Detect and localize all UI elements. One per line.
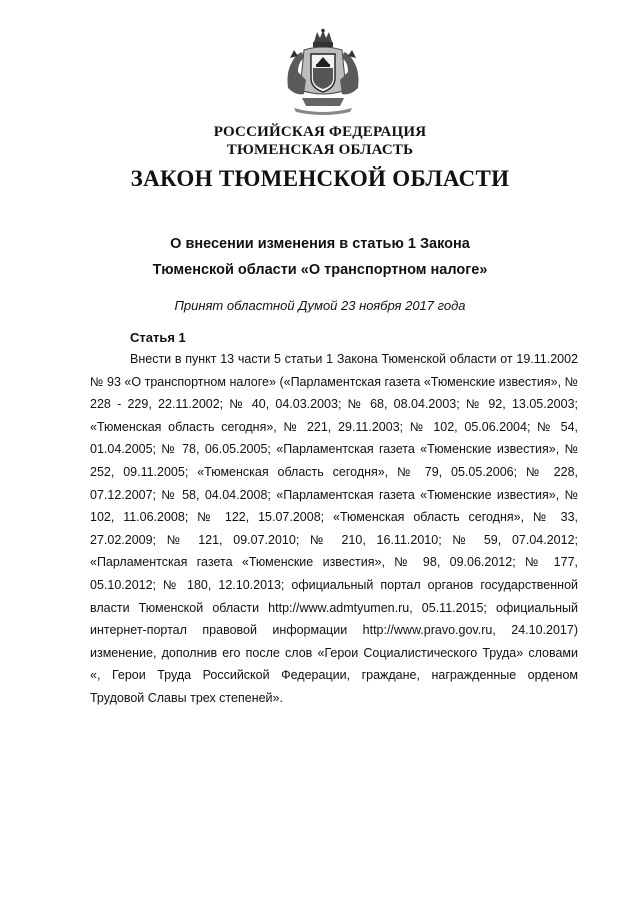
- document-type-heading: ЗАКОН ТЮМЕНСКОЙ ОБЛАСТИ: [130, 166, 510, 191]
- law-title-line-2: Тюменской области «О транспортном налоге»: [152, 262, 488, 278]
- coat-of-arms-icon: [284, 28, 362, 116]
- adoption-note: Принят областной Думой 23 ноября 2017 года: [174, 298, 466, 313]
- article-body: Внести в пункт 13 части 5 статьи 1 Закона Тюменской области от 19.11.2002 № 93 «О транспортном налоге» («Парламентская газета «Тюменские известия», № 228 - 229, 22.11.2002; № 40, 04.03.2003; № 68, 08.04.2003; № 92, 13.05.2003; «Тюменская область сегодня», № 221, 29.11.2003; № 102, 05.06.2004; № 54, 01.04.2005; № 78, 06.05.2005; «Парламентская газета «Тюменские известия», № 252, 09.11.2005; «Тюменская область сегодня», № 79, 05.05.2006; № 228, 07.12.2007; № 58, 04.04.2008; «Парламентская газета «Тюменские известия», № 102, 11.06.2008; № 122, 15.07.2008; «Тюменская область сегодня», № 33, 27.02.2009; № 121, 09.07.2010; № 210, 16.11.2010; № 59, 07.04.2012; «Парламентская газета «Тюменские известия», № 98, 09.06.2012; № 177, 05.10.2012; № 180, 12.10.2013; официальный портал органов государственной власти Тюменской области http://www.admtyumen.ru, 05.11.2015; официальный интернет-портал правовой информации http://www.pravo.gov.ru, 24.10.2017) изменение, дополнив его после слов «Герои Социалистического Труда» словами «, Герои Труда Российской Федерации, граждане, награжденные орденом Трудовой Славы трех степеней».: [90, 352, 578, 705]
- law-title-line-1: О внесении изменения в статью 1 Закона: [170, 236, 470, 252]
- header-federation: РОССИЙСКАЯ ФЕДЕРАЦИЯ: [213, 124, 427, 140]
- header-region: ТЮМЕНСКАЯ ОБЛАСТЬ: [226, 142, 414, 158]
- article-heading: Статья 1: [130, 330, 186, 345]
